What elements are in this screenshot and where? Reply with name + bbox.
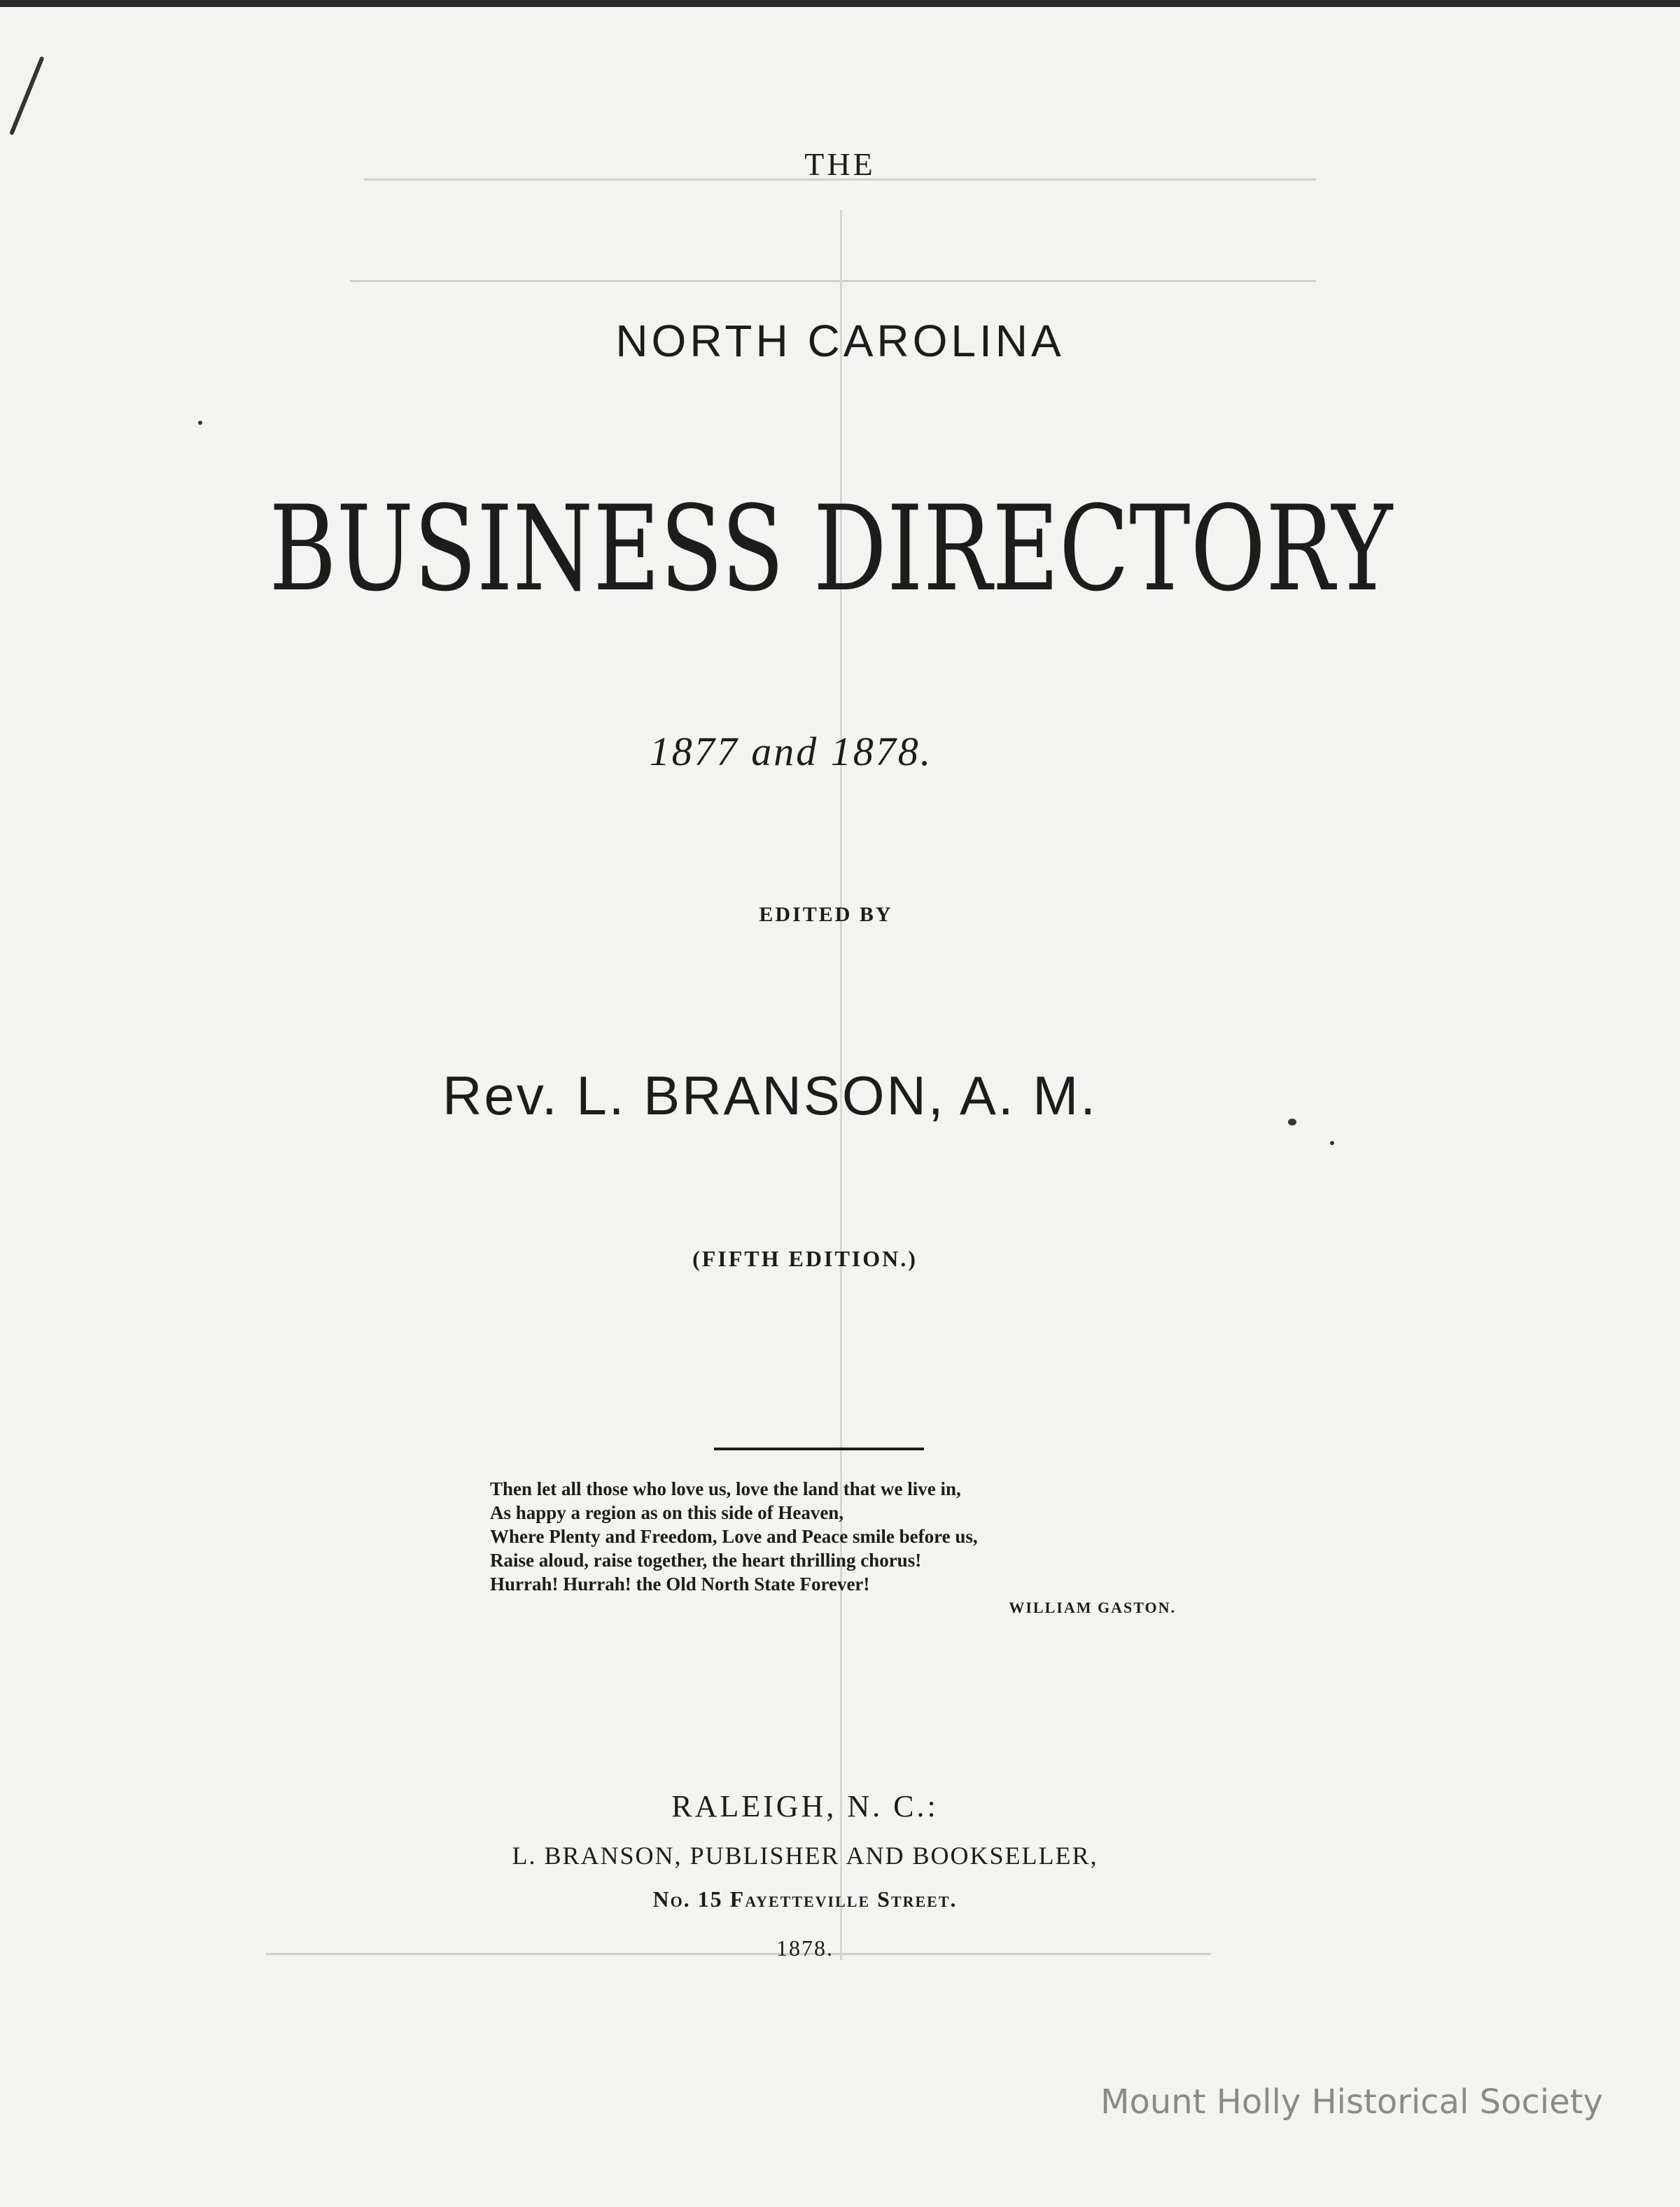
imprint-address: No. 15 Fayetteville Street.: [652, 1886, 958, 1912]
scan-top-edge: [0, 0, 1680, 7]
page-title: BUSINESS DIRECTORY: [269, 480, 1393, 617]
poem-line: Then let all those who love us, love the land that we live in,: [490, 1478, 961, 1499]
ink-speck: [1330, 1141, 1334, 1145]
edited-by-label: EDITED BY: [759, 903, 893, 926]
imprint-year: 1878.: [776, 1935, 834, 1961]
title-the: THE: [804, 146, 876, 182]
epigraph-poem: [490, 1477, 1190, 1620]
editor-name: Rev. L. BRANSON, A. M.: [442, 1065, 1098, 1126]
title-years: 1877 and 1878.: [649, 729, 933, 774]
imprint-publisher: L. BRANSON, PUBLISHER AND BOOKSELLER,: [512, 1842, 1098, 1870]
title-state: NORTH CAROLINA: [615, 316, 1065, 366]
imprint-city: RALEIGH, N. C.:: [671, 1789, 939, 1823]
poem-line: Raise aloud, raise together, the heart thrilling chorus!: [490, 1550, 922, 1571]
poem-line: As happy a region as on this side of Heaven,: [490, 1502, 844, 1523]
ink-speck: [198, 421, 202, 425]
bleed-through-rule: [350, 280, 1316, 282]
poem-line: Where Plenty and Freedom, Love and Peace smile before us,: [490, 1526, 978, 1547]
pencil-mark: [9, 56, 45, 136]
poem-author: WILLIAM GASTON.: [1009, 1599, 1176, 1616]
watermark: Mount Holly Historical Society: [1100, 2082, 1603, 2122]
section-divider: [714, 1448, 924, 1450]
edition-label: (FIFTH EDITION.): [692, 1246, 918, 1271]
poem-line: Hurrah! Hurrah! the Old North State Forever!: [490, 1574, 870, 1595]
ink-speck: [1288, 1119, 1296, 1126]
